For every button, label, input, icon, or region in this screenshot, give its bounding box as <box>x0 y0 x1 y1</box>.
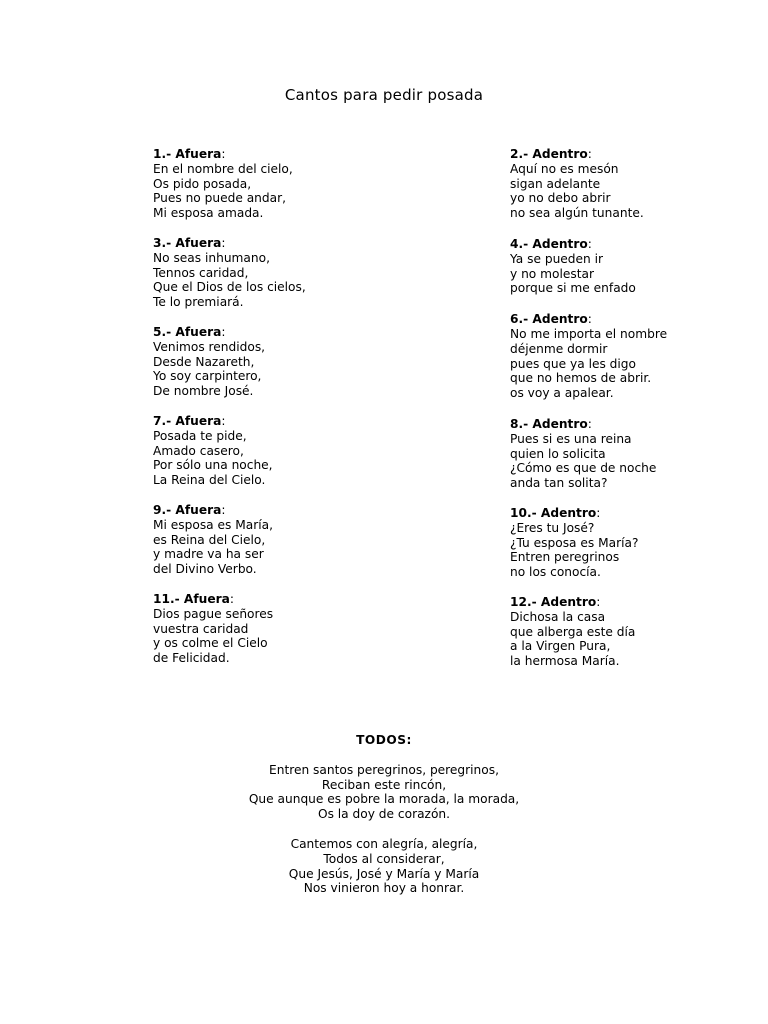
verse-line: y os colme el Cielo <box>153 636 268 651</box>
verse-line: La Reina del Cielo. <box>153 473 266 488</box>
verse-line: Pues si es una reina <box>510 431 632 446</box>
verse-line: Ya se pueden ir <box>510 251 604 266</box>
stanza-speaker: Afuera <box>175 235 222 250</box>
stanza-heading: 4.- Adentro: <box>510 236 592 251</box>
stanza-heading: 9.- Afuera: <box>153 502 226 517</box>
verse-line: es Reina del Cielo, <box>153 532 266 547</box>
stanza-speaker: Afuera <box>175 324 222 339</box>
stanza-speaker: Adentro <box>540 505 597 520</box>
stanza <box>510 506 760 580</box>
stanza-number: 2.- <box>510 147 529 161</box>
verse-line: y madre va ha ser <box>153 547 264 562</box>
verse-line: Por sólo una noche, <box>153 458 273 473</box>
stanza-number: 5.- <box>153 324 172 339</box>
verse-line: Desde Nazareth, <box>153 354 255 369</box>
stanza-heading: 1.- Afuera: <box>153 147 226 161</box>
stanza-number: 10.- <box>510 505 537 520</box>
stanza <box>153 325 443 399</box>
stanza <box>510 147 760 221</box>
verse-line: no los conocía. <box>510 565 601 580</box>
stanza-number: 6.- <box>510 312 529 327</box>
stanza-number: 1.- <box>153 147 172 161</box>
stanza-heading: 12.- Adentro: <box>510 594 601 609</box>
verse-line: que no hemos de abrir. <box>510 371 652 386</box>
verse-line: pues que ya les digo <box>510 356 636 371</box>
verse-line: Venimos rendidos, <box>153 339 266 354</box>
stanza-heading: 2.- Adentro: <box>510 147 592 161</box>
stanza-number: 11.- <box>153 591 180 606</box>
todos-section <box>0 733 768 896</box>
stanza <box>510 417 760 491</box>
stanza-heading: 3.- Afuera: <box>153 235 226 250</box>
left-column-afuera <box>153 147 443 666</box>
verse-line: De nombre José. <box>153 384 254 399</box>
verse-line: Dios pague señores <box>153 606 274 621</box>
stanza <box>153 592 443 666</box>
verse-line: no sea algún tunante. <box>510 206 644 221</box>
verse-line: Tennos caridad, <box>153 265 249 280</box>
stanza-heading: 8.- Adentro: <box>510 416 592 431</box>
chorus-block <box>0 763 768 822</box>
todos-heading-text: TODOS <box>356 733 407 747</box>
chorus-line: Nos vinieron hoy a honrar. <box>303 881 465 896</box>
verse-line: Os pido posada, <box>153 176 252 191</box>
verse-line: Dichosa la casa <box>510 609 606 624</box>
verse-line: déjenme dormir <box>510 341 608 356</box>
verse-line: Mi esposa amada. <box>153 206 264 221</box>
todos-blocks <box>0 763 768 896</box>
stanza-speaker: Adentro <box>532 147 588 161</box>
verse-line: la hermosa María. <box>510 654 620 669</box>
verse-line: yo no debo abrir <box>510 191 611 206</box>
verse-line: ¿Eres tu José? <box>510 520 595 535</box>
verse-line: y no molestar <box>510 266 594 281</box>
stanza-number: 9.- <box>153 502 172 517</box>
stanza-speaker: Afuera <box>175 502 222 517</box>
stanza-number: 8.- <box>510 416 529 431</box>
stanza <box>153 414 443 488</box>
verse-line: En el nombre del cielo, <box>153 161 293 176</box>
verse-line: del Divino Verbo. <box>153 562 257 577</box>
stanza-number: 3.- <box>153 235 172 250</box>
verse-line: Te lo premiará. <box>153 295 244 310</box>
chorus-line: Que aunque es pobre la morada, la morada, <box>248 792 520 807</box>
right-column-adentro <box>510 147 760 669</box>
verse-line: No me importa el nombre <box>510 326 668 341</box>
verse-line: Aquí no es mesón <box>510 161 619 176</box>
verse-line: porque si me enfado <box>510 281 636 296</box>
stanza-number: 7.- <box>153 413 172 428</box>
stanza <box>510 312 760 401</box>
verse-line: Amado casero, <box>153 443 244 458</box>
stanza-speaker: Afuera <box>175 147 222 161</box>
verse-line: de Felicidad. <box>153 651 230 666</box>
chorus-line: Os la doy de corazón. <box>317 807 451 822</box>
stanza-speaker: Adentro <box>532 416 588 431</box>
verse-line: vuestra caridad <box>153 621 249 636</box>
stanza-speaker: Afuera <box>183 591 230 606</box>
stanza-heading: 7.- Afuera: <box>153 413 226 428</box>
stanza-speaker: Afuera <box>175 413 222 428</box>
chorus-line: Todos al considerar, <box>323 851 445 866</box>
stanza <box>153 147 443 221</box>
chorus-line: Reciban este rincón, <box>321 777 447 792</box>
chorus-line: Que Jesús, José y María y María <box>288 866 480 881</box>
verse-line: anda tan solita? <box>510 476 608 491</box>
verse-line: a la Virgen Pura, <box>510 639 611 654</box>
verse-line: sigan adelante <box>510 176 601 191</box>
chorus-line: Cantemos con alegría, alegría, <box>290 836 478 851</box>
verse-line: que alberga este día <box>510 624 636 639</box>
document-title: Cantos para pedir posada <box>284 86 484 104</box>
verse-line: quien lo solicita <box>510 446 606 461</box>
stanza-heading: 11.- Afuera: <box>153 591 234 606</box>
verse-line: ¿Tu esposa es María? <box>510 535 639 550</box>
verse-line: Mi esposa es María, <box>153 517 273 532</box>
stanza-heading: 10.- Adentro: <box>510 505 601 520</box>
chorus-line: Entren santos peregrinos, peregrinos, <box>269 762 499 777</box>
verse-line: Yo soy carpintero, <box>153 369 262 384</box>
todos-heading: TODOS: <box>356 733 412 747</box>
verse-line: ¿Cómo es que de noche <box>510 461 657 476</box>
stanza-speaker: Adentro <box>532 236 588 251</box>
stanza-speaker: Adentro <box>540 594 597 609</box>
stanza <box>510 595 760 669</box>
chorus-block <box>0 837 768 896</box>
verse-line: No seas inhumano, <box>153 250 270 265</box>
verse-line: Que el Dios de los cielos, <box>153 280 306 295</box>
verse-line: Posada te pide, <box>153 428 247 443</box>
stanza-heading: 6.- Adentro: <box>510 312 592 327</box>
verse-line: Pues no puede andar, <box>153 191 286 206</box>
stanza <box>510 237 760 296</box>
stanza <box>153 503 443 577</box>
stanza-number: 4.- <box>510 236 529 251</box>
stanza-heading: 5.- Afuera: <box>153 324 226 339</box>
stanza <box>153 236 443 310</box>
verse-line: Entren peregrinos <box>510 550 620 565</box>
verse-line: os voy a apalear. <box>510 386 614 401</box>
stanza-number: 12.- <box>510 594 537 609</box>
stanza-speaker: Adentro <box>532 312 588 327</box>
